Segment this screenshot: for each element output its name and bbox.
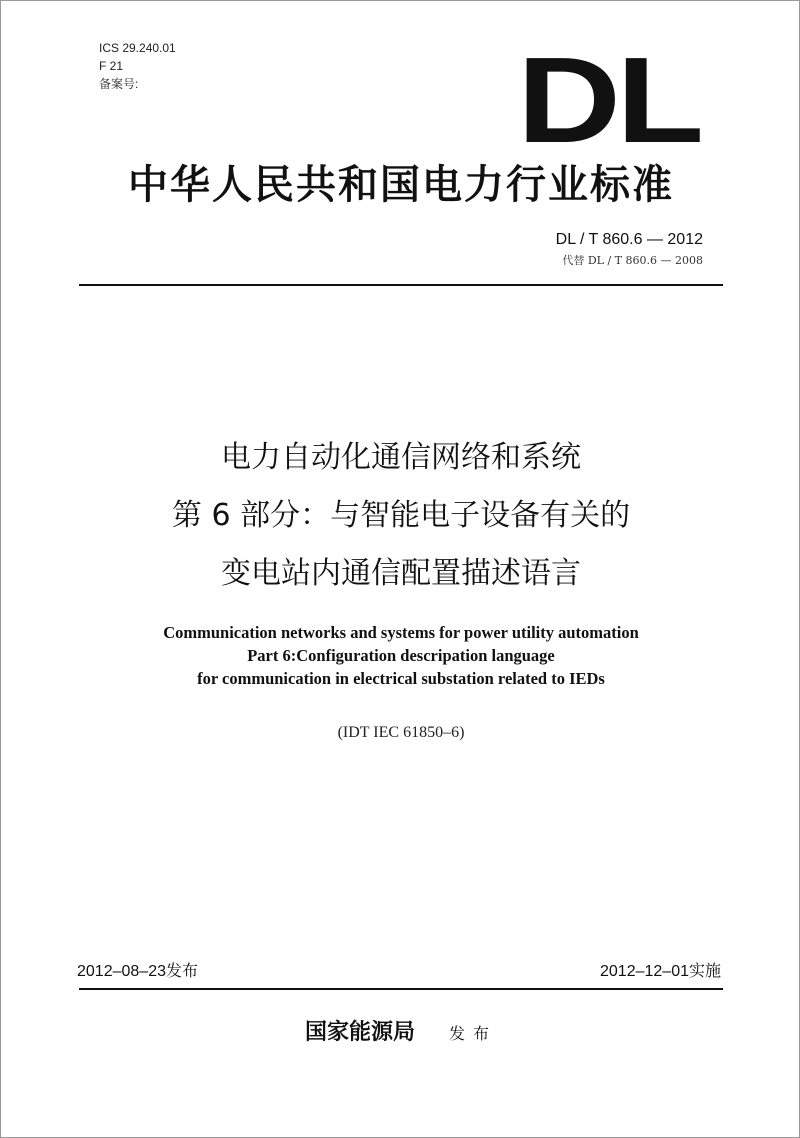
issuer-name: 国家能源局 [304, 1020, 415, 1045]
issue-label: 发布 [449, 1024, 498, 1043]
english-title-line-3: for communication in electrical substation related to IEDs [197, 669, 605, 688]
classification-code: F 21 [99, 59, 124, 73]
chinese-title-line-3: 变电站内通信配置描述语言 [221, 556, 581, 591]
english-title [1, 621, 800, 690]
top-divider [79, 284, 723, 286]
filing-number-label: 备案号: [99, 77, 139, 91]
org-title: 中华人民共和国电力行业标准 [128, 162, 674, 208]
english-title-line-1: Communication networks and systems for power utility automation [163, 623, 639, 642]
chinese-title [1, 429, 800, 603]
publish-date: 2012–08–23发布 [77, 963, 198, 980]
ics-code: ICS 29.240.01 [99, 41, 176, 55]
english-title-line-2: Part 6:Configuration descripation language [247, 646, 555, 665]
bottom-divider [79, 988, 723, 990]
chinese-title-line-1: 电力自动化通信网络和系统 [221, 440, 581, 475]
classification-block [99, 39, 176, 93]
replaces-standard: 代替 DL / T 860.6 — 2008 [562, 254, 703, 267]
standard-number: DL / T 860.6 — 2012 [555, 231, 703, 248]
chinese-title-line-2: 第 6 部分：与智能电子设备有关的 [171, 498, 631, 533]
effective-date: 2012–12–01实施 [600, 963, 721, 980]
issuer-row [1, 1019, 800, 1048]
dl-logo: DL [517, 32, 700, 168]
equivalence-note: (IDT IEC 61850–6) [337, 724, 465, 741]
